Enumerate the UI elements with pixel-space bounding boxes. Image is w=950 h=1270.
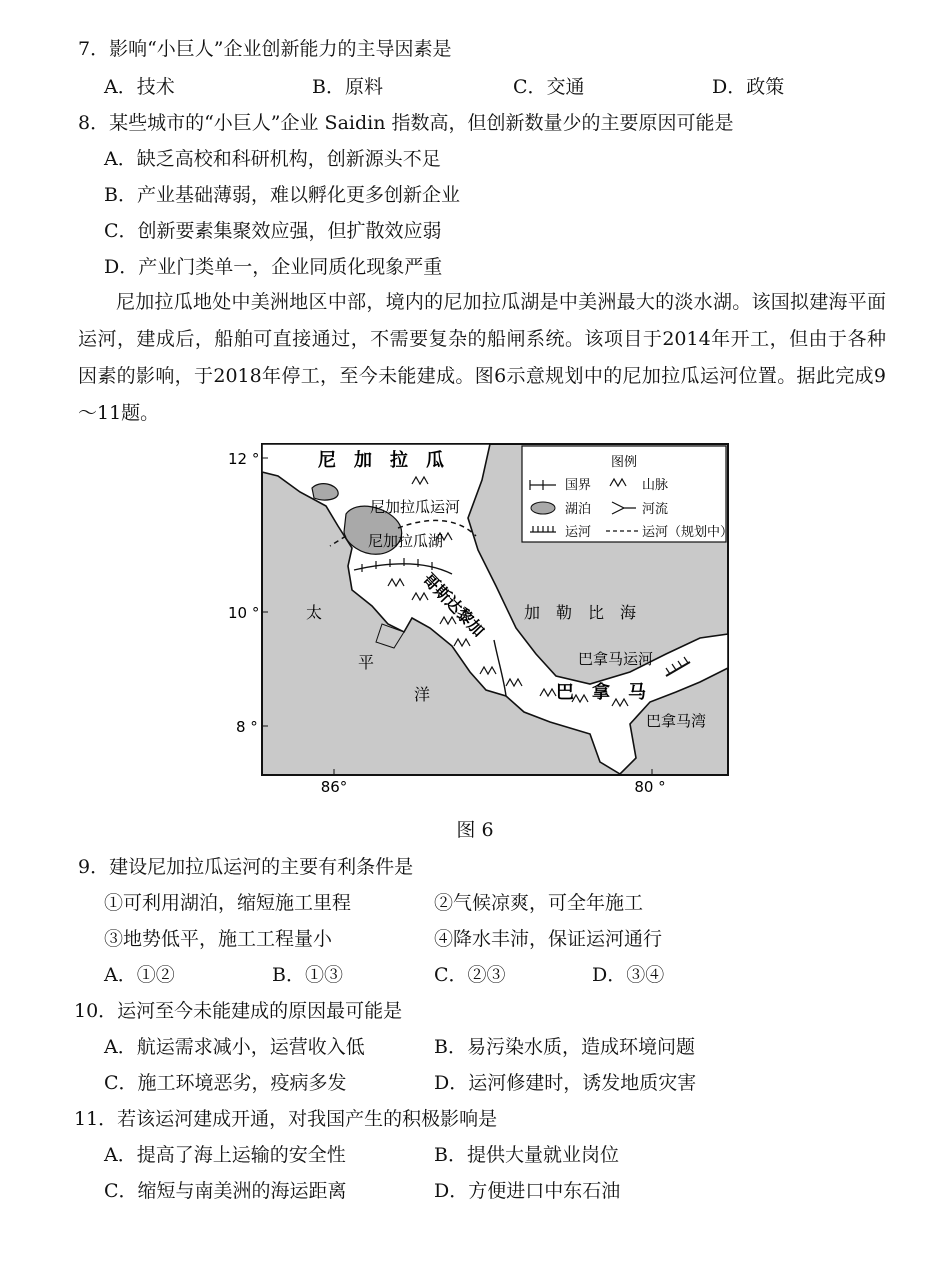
q10-option-d: D．运河修建时，诱发地质灾害 [434, 1072, 697, 1094]
q11-option-c: C．缩短与南美洲的海运距离 [104, 1180, 347, 1202]
q9-option-d: D．③④ [592, 964, 665, 986]
lat-label-8: 8 ° [236, 718, 258, 736]
q9-option-b: B．①③ [272, 964, 343, 986]
legend-border: 国界 [565, 478, 592, 493]
q8-option-d: D．产业门类单一，企业同质化现象严重 [104, 256, 443, 278]
nicaragua-canal-map [0, 440, 950, 800]
q11-option-d: D．方便进口中东石油 [434, 1180, 621, 1202]
q11-option-b: B．提供大量就业岗位 [434, 1144, 619, 1166]
q8-option-c: C．创新要素集聚效应强，但扩散效应弱 [104, 220, 442, 242]
legend-title: 图例 [610, 455, 638, 470]
q11-stem: 11．若该运河建成开通，对我国产生的积极影响是 [74, 1108, 498, 1130]
legend-river: 河流 [642, 502, 669, 517]
q7-option-a: A．技术 [104, 76, 175, 98]
q11-option-a: A．提高了海上运输的安全性 [104, 1144, 346, 1166]
label-nicaragua: 尼 加 拉 瓜 [318, 450, 444, 471]
q9-statement-1: ①可利用湖泊，缩短施工里程 [104, 892, 352, 914]
legend-canal: 运河 [565, 525, 592, 540]
q7-option-b: B．原料 [312, 76, 383, 98]
label-nicaragua-canal: 尼加拉瓜运河 [370, 498, 461, 516]
label-costa-rica: 哥斯达黎加 [419, 569, 489, 641]
q9-statement-2: ②气候凉爽，可全年施工 [434, 892, 644, 914]
q7-stem: 7．影响“小巨人”企业创新能力的主导因素是 [78, 38, 452, 60]
label-caribbean-sea: 加 勒 比 海 [524, 603, 637, 622]
label-pacific-3: 洋 [414, 685, 431, 704]
q8-option-a: A．缺乏高校和科研机构，创新源头不足 [104, 148, 441, 170]
q10-option-b: B．易污染水质，造成环境问题 [434, 1036, 695, 1058]
q8-stem: 8．某些城市的“小巨人”企业 Saidin 指数高，但创新数量少的主要原因可能是 [78, 112, 734, 134]
passage: 尼加拉瓜地处中美洲地区中部，境内的尼加拉瓜湖是中美洲最大的淡水湖。该国拟建海平面运河，建成后，船舶可直接通过，不需要复杂的船闸系统。该项目于2014年开工，但由于各种因素的影响，于2018年停工，至今未能建成。图6示意规划中的尼加拉瓜运河位置。据此完成9～11题。 [78, 291, 886, 424]
lat-label-10: 10 ° [228, 604, 260, 622]
figure-caption: 图 6 [456, 819, 494, 841]
q9-stem: 9．建设尼加拉瓜运河的主要有利条件是 [78, 856, 414, 878]
legend-planned-canal: 运河（规划中） [642, 525, 734, 540]
q10-stem: 10．运河至今未能建成的原因最可能是 [74, 1000, 403, 1022]
q10-option-c: C．施工环境恶劣，疫病多发 [104, 1072, 347, 1094]
label-gulf-of-panama: 巴拿马湾 [646, 712, 707, 730]
label-panama: 巴 拿 马 [556, 682, 646, 703]
legend-lake: 湖泊 [565, 502, 592, 517]
q9-option-c: C．②③ [434, 964, 506, 986]
lake-managua-shape [312, 484, 338, 500]
label-nicaragua-lake: 尼加拉瓜湖 [368, 532, 444, 550]
label-pacific-1: 太 [306, 603, 323, 622]
q9-statement-3: ③地势低平，施工工程量小 [104, 928, 333, 950]
legend-mountain: 山脉 [642, 478, 669, 493]
label-panama-canal: 巴拿马运河 [578, 650, 654, 668]
q9-statement-4: ④降水丰沛，保证运河通行 [434, 928, 663, 950]
lon-label-80: 80 ° [634, 778, 666, 796]
q9-option-a: A．①② [104, 964, 175, 986]
lat-label-12: 12 ° [228, 450, 260, 468]
q7-option-c: C．交通 [513, 76, 585, 98]
map-legend [522, 446, 733, 542]
label-pacific-2: 平 [358, 653, 375, 672]
lon-label-86: 86° [320, 778, 348, 796]
q8-option-b: B．产业基础薄弱，难以孵化更多创新企业 [104, 184, 460, 206]
q10-option-a: A．航运需求减小，运营收入低 [104, 1036, 365, 1058]
q7-option-d: D．政策 [712, 76, 785, 98]
